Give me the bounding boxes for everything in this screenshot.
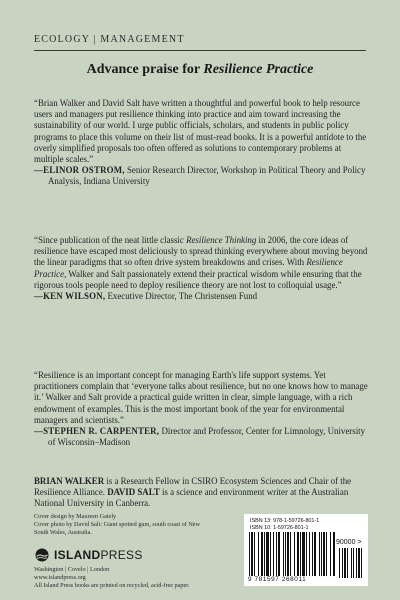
quote-carpenter <box>34 370 368 448</box>
quote-author-role: Executive Director, The Christensen Fund <box>105 291 258 302</box>
barcode-bar <box>309 532 310 576</box>
barcode-bar <box>321 532 322 576</box>
quote-book-title: Resilience Thinking <box>186 235 257 245</box>
quote-text-part: in 2006, the core ideas of resilience have escaped most deliciously to spread thinking everywhere about moving beyond the linear paradigms that so often drive system breakdowns and crises. With <box>34 235 368 268</box>
quote-author: —STEPHEN R. CARPENTER, <box>34 426 160 437</box>
barcode-bar <box>306 532 307 576</box>
barcode-bar <box>270 532 271 576</box>
ean-barcode <box>248 532 336 576</box>
ean-number: 9 781597 268011 <box>248 576 307 583</box>
barcode-bar <box>323 532 325 576</box>
quote-attribution <box>34 426 368 448</box>
wordmark-bold: ISLAND <box>54 548 101 562</box>
barcode-bar <box>314 532 316 576</box>
quote-author: —ELINOR OSTROM, <box>34 165 125 176</box>
publisher-info <box>34 566 254 590</box>
barcode-bar <box>276 532 277 576</box>
barcode-bar <box>312 532 313 576</box>
quote-text: “Resilience is an important concept for managing Earth's life support systems. Yet practitioners complain that ‘everyone talks about resilience, but no one knows how to manage it.’ Walker and Salt provide a practical guide written in clear, simple language, with a rich endowment of examples. This is the most important book of the year for environmental managers and scientists.” <box>34 370 368 425</box>
barcode-bar <box>290 532 291 576</box>
barcode-bar <box>319 532 320 576</box>
quote-book-title: Resilience Practice <box>34 257 343 279</box>
cover-credits <box>34 513 204 537</box>
barcode-bar <box>278 532 280 576</box>
quote-text: “Brian Walker and David Salt have written a thoughtful and powerful book to help resource users and managers put resilience thinking into practice and aim toward increasing the sustainability of our world. I urge public officials, scholars, and students in public policy programs to place this volume on their list of must-read books. It is a powerful antidote to the overly simplified proposals too often offered as solutions to contemporary problems at multiple scales.” <box>34 98 367 165</box>
barcode-bar <box>283 532 284 576</box>
author-name: BRIAN WALKER <box>34 476 105 486</box>
quote-author-role: Director and Professor, Center for Limnology, University of Wisconsin–Madison <box>48 426 366 448</box>
author-bios <box>34 476 368 509</box>
price-code: 90000 > <box>336 539 362 546</box>
barcode-bar <box>339 548 340 578</box>
barcode-bar <box>285 532 286 576</box>
barcode-bar <box>251 532 253 576</box>
header-divider <box>34 50 366 51</box>
publisher-url: www.islandpress.org <box>34 574 86 581</box>
paper-note: All Island Press books are printed on recycled, acid-free paper. <box>34 582 190 589</box>
cover-photo-credit: Cover photo by David Salt: Giant spotted gum, south coast of New South Wales, Australia. <box>34 521 201 536</box>
quote-ostrom <box>34 98 368 188</box>
quote-text <box>34 235 368 291</box>
headline-book-title: Resilience Practice <box>203 62 314 77</box>
quote-attribution <box>34 291 368 302</box>
barcode-bar <box>358 548 360 578</box>
publisher-wordmark <box>54 548 143 562</box>
isbn13-label: ISBN 13: 978-1-59726-801-1 <box>250 518 320 524</box>
barcode-bar <box>302 532 305 576</box>
barcode-bar <box>344 548 346 578</box>
praise-headline <box>0 62 400 78</box>
barcode-bar <box>266 532 269 576</box>
barcode-bar <box>294 532 295 576</box>
cover-design-credit: Cover design by Maureen Gately <box>34 513 117 520</box>
barcode-bar <box>333 532 335 576</box>
barcode-bar <box>351 548 352 578</box>
author-description: is a science and environment writer at the Australian National University in Canberra. <box>34 487 349 508</box>
addon-barcode <box>338 548 364 578</box>
barcode-bar <box>361 548 362 578</box>
publisher-cities: Washington | Covelo | London <box>34 566 110 573</box>
isbn10-label: ISBN 10: 1-59726-801-1 <box>250 525 309 531</box>
island-icon <box>34 548 50 562</box>
quote-wilson <box>34 235 368 302</box>
quote-author-role: Senior Research Director, Workshop in Political Theory and Policy Analysis, Indiana University <box>48 165 366 187</box>
headline-prefix: Advance praise for <box>86 62 204 77</box>
barcode-bar <box>254 532 255 576</box>
barcode-bar <box>264 532 265 576</box>
barcode-bar <box>356 548 357 578</box>
barcode-bar <box>287 532 289 576</box>
barcode-bar <box>330 532 331 576</box>
barcode-bar <box>273 532 274 576</box>
author-name: DAVID SALT <box>107 487 160 497</box>
barcode-bar <box>258 532 259 576</box>
barcode-box <box>244 514 368 586</box>
quote-author: —KEN WILSON, <box>34 291 106 302</box>
barcode-bar <box>326 532 327 576</box>
category-label: ECOLOGY | MANAGEMENT <box>34 34 185 45</box>
barcode-bar <box>297 532 299 576</box>
quote-text-part: , Walker and Salt passionately extend their practical wisdom while ensuring that the rigorous tools people need to deploy resilience theory are not lost to colloquial usage.” <box>34 268 362 290</box>
barcode-bar <box>249 532 250 576</box>
wordmark-light: PRESS <box>100 548 143 562</box>
barcode-bar <box>347 548 348 578</box>
barcode-bar <box>300 532 301 576</box>
barcode-bar <box>342 548 343 578</box>
quote-attribution <box>34 165 368 187</box>
barcode-bar <box>353 548 354 578</box>
quote-text-part: “Since publication of the neat little classic <box>34 235 187 245</box>
author-description: is a Research Fellow in CSIRO Ecosystem Sciences and Chair of the Resilience Alliance. <box>34 476 352 497</box>
barcode-bar <box>261 532 263 576</box>
publisher-logo <box>34 548 143 562</box>
